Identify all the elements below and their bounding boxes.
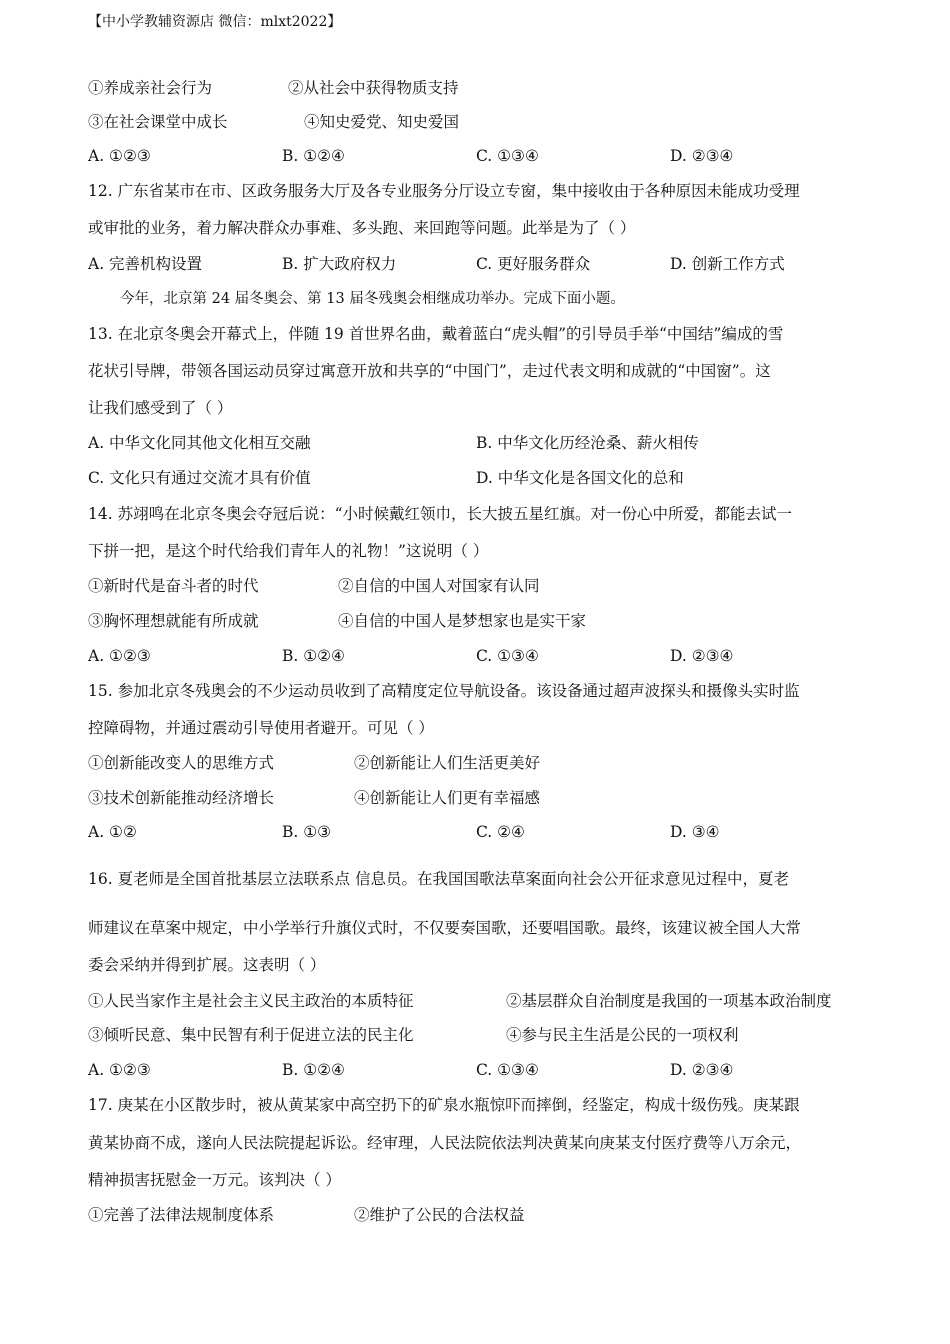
answer-option: A. ①②③ <box>88 647 151 665</box>
statement: ③在社会课堂中成长 <box>88 113 228 131</box>
question-15-text: 15. 参加北京冬残奥会的不少运动员收到了高精度定位导航设备。该设备通过超声波探头和摄像头实时监 <box>88 682 800 700</box>
answer-option: A. 中华文化同其他文化相互交融 <box>88 434 311 452</box>
answer-option: A. ①② <box>88 823 137 841</box>
answer-option: B. 扩大政府权力 <box>282 255 397 273</box>
statement: ①完善了法律法规制度体系 <box>88 1206 275 1224</box>
statement: ②自信的中国人对国家有认同 <box>338 577 540 595</box>
question-17-text: 精神损害抚慰金一万元。该判决（ ） <box>88 1171 341 1189</box>
question-13-text: 花状引导牌，带领各国运动员穿过寓意开放和共享的“中国门”，走过代表文明和成就的“中国窗”。这 <box>88 362 771 380</box>
question-13-text: 13. 在北京冬奥会开幕式上，伴随 19 首世界名曲，戴着蓝白“虎头帽”的引导员手举“中国结”编成的雪 <box>88 325 784 343</box>
answer-option: D. 创新工作方式 <box>670 255 785 273</box>
answer-option: C. ①③④ <box>476 147 539 165</box>
statement: ①人民当家作主是社会主义民主政治的本质特征 <box>88 992 414 1010</box>
section-intro: 今年，北京第 24 届冬奥会、第 13 届冬残奥会相继成功举办。完成下面小题。 <box>120 291 625 307</box>
answer-option: B. ①②④ <box>282 647 345 665</box>
question-12-text: 或审批的业务，着力解决群众办事难、多头跑、来回跑等问题。此举是为了（ ） <box>88 219 636 237</box>
statement: ④参与民主生活是公民的一项权利 <box>506 1026 739 1044</box>
statement: ①创新能改变人的思维方式 <box>88 754 275 772</box>
question-15-text: 控障碍物，并通过震动引导使用者避开。可见（ ） <box>88 719 434 737</box>
answer-option: D. ②③④ <box>670 1061 734 1079</box>
question-12-text: 12. 广东省某市在市、区政务服务大厅及各专业服务分厅设立专窗，集中接收由于各种原因未能成功受理 <box>88 182 800 200</box>
statement: ②维护了公民的合法权益 <box>354 1206 525 1224</box>
answer-option: C. ②④ <box>476 823 525 841</box>
answer-option: D. ③④ <box>670 823 720 841</box>
statement: ④知史爱党、知史爱国 <box>304 113 460 131</box>
question-17-text: 黄某协商不成，遂向人民法院提起诉讼。经审理，人民法院依法判决黄某向庚某支付医疗费等八万余元， <box>88 1134 802 1152</box>
statement: ③胸怀理想就能有所成就 <box>88 612 259 630</box>
answer-option: B. 中华文化历经沧桑、薪火相传 <box>476 434 699 452</box>
question-16-text: 委会采纳并得到扩展。这表明（ ） <box>88 956 326 974</box>
answer-option: C. ①③④ <box>476 647 539 665</box>
answer-option: D. ②③④ <box>670 647 734 665</box>
statement: ④创新能让人们更有幸福感 <box>354 789 541 807</box>
statement: ②基层群众自治制度是我国的一项基本政治制度 <box>506 992 832 1010</box>
statement: ①养成亲社会行为 <box>88 79 213 97</box>
answer-option: D. 中华文化是各国文化的总和 <box>476 469 684 487</box>
answer-option: D. ②③④ <box>670 147 734 165</box>
answer-option: A. 完善机构设置 <box>88 255 203 273</box>
answer-option: A. ①②③ <box>88 1061 151 1079</box>
answer-option: C. 文化只有通过交流才具有价值 <box>88 469 311 487</box>
question-14-text: 下拼一把，是这个时代给我们青年人的礼物！”这说明（ ） <box>88 542 489 560</box>
statement: ③技术创新能推动经济增长 <box>88 789 275 807</box>
question-16-text: 16. 夏老师是全国首批基层立法联系点 信息员。在我国国歌法草案面向社会公开征求意见过程中，夏老 <box>88 870 790 888</box>
statement: ④自信的中国人是梦想家也是实干家 <box>338 612 587 630</box>
question-16-text: 师建议在草案中规定，中小学举行升旗仪式时，不仅要奏国歌，还要唱国歌。最终，该建议被全国人大常 <box>88 919 802 937</box>
statement: ②从社会中获得物质支持 <box>288 79 459 97</box>
answer-option: C. ①③④ <box>476 1061 539 1079</box>
page-header: 【中小学教辅资源店 微信：mlxt2022】 <box>88 14 342 30</box>
statement: ②创新能让人们生活更美好 <box>354 754 541 772</box>
answer-option: B. ①③ <box>282 823 332 841</box>
answer-option: A. ①②③ <box>88 147 151 165</box>
statement: ③倾听民意、集中民智有利于促进立法的民主化 <box>88 1026 414 1044</box>
answer-option: B. ①②④ <box>282 1061 345 1079</box>
answer-option: C. 更好服务群众 <box>476 255 591 273</box>
answer-option: B. ①②④ <box>282 147 345 165</box>
question-17-text: 17. 庚某在小区散步时，被从黄某家中高空扔下的矿泉水瓶惊吓而摔倒，经鉴定，构成十级伤残。庚某跟 <box>88 1096 800 1114</box>
question-13-text: 让我们感受到了（ ） <box>88 399 233 417</box>
statement: ①新时代是奋斗者的时代 <box>88 577 259 595</box>
question-14-text: 14. 苏翊鸣在北京冬奥会夺冠后说：“小时候戴红领巾，长大披五星红旗。对一份心中所爱，都能去试一 <box>88 505 793 523</box>
